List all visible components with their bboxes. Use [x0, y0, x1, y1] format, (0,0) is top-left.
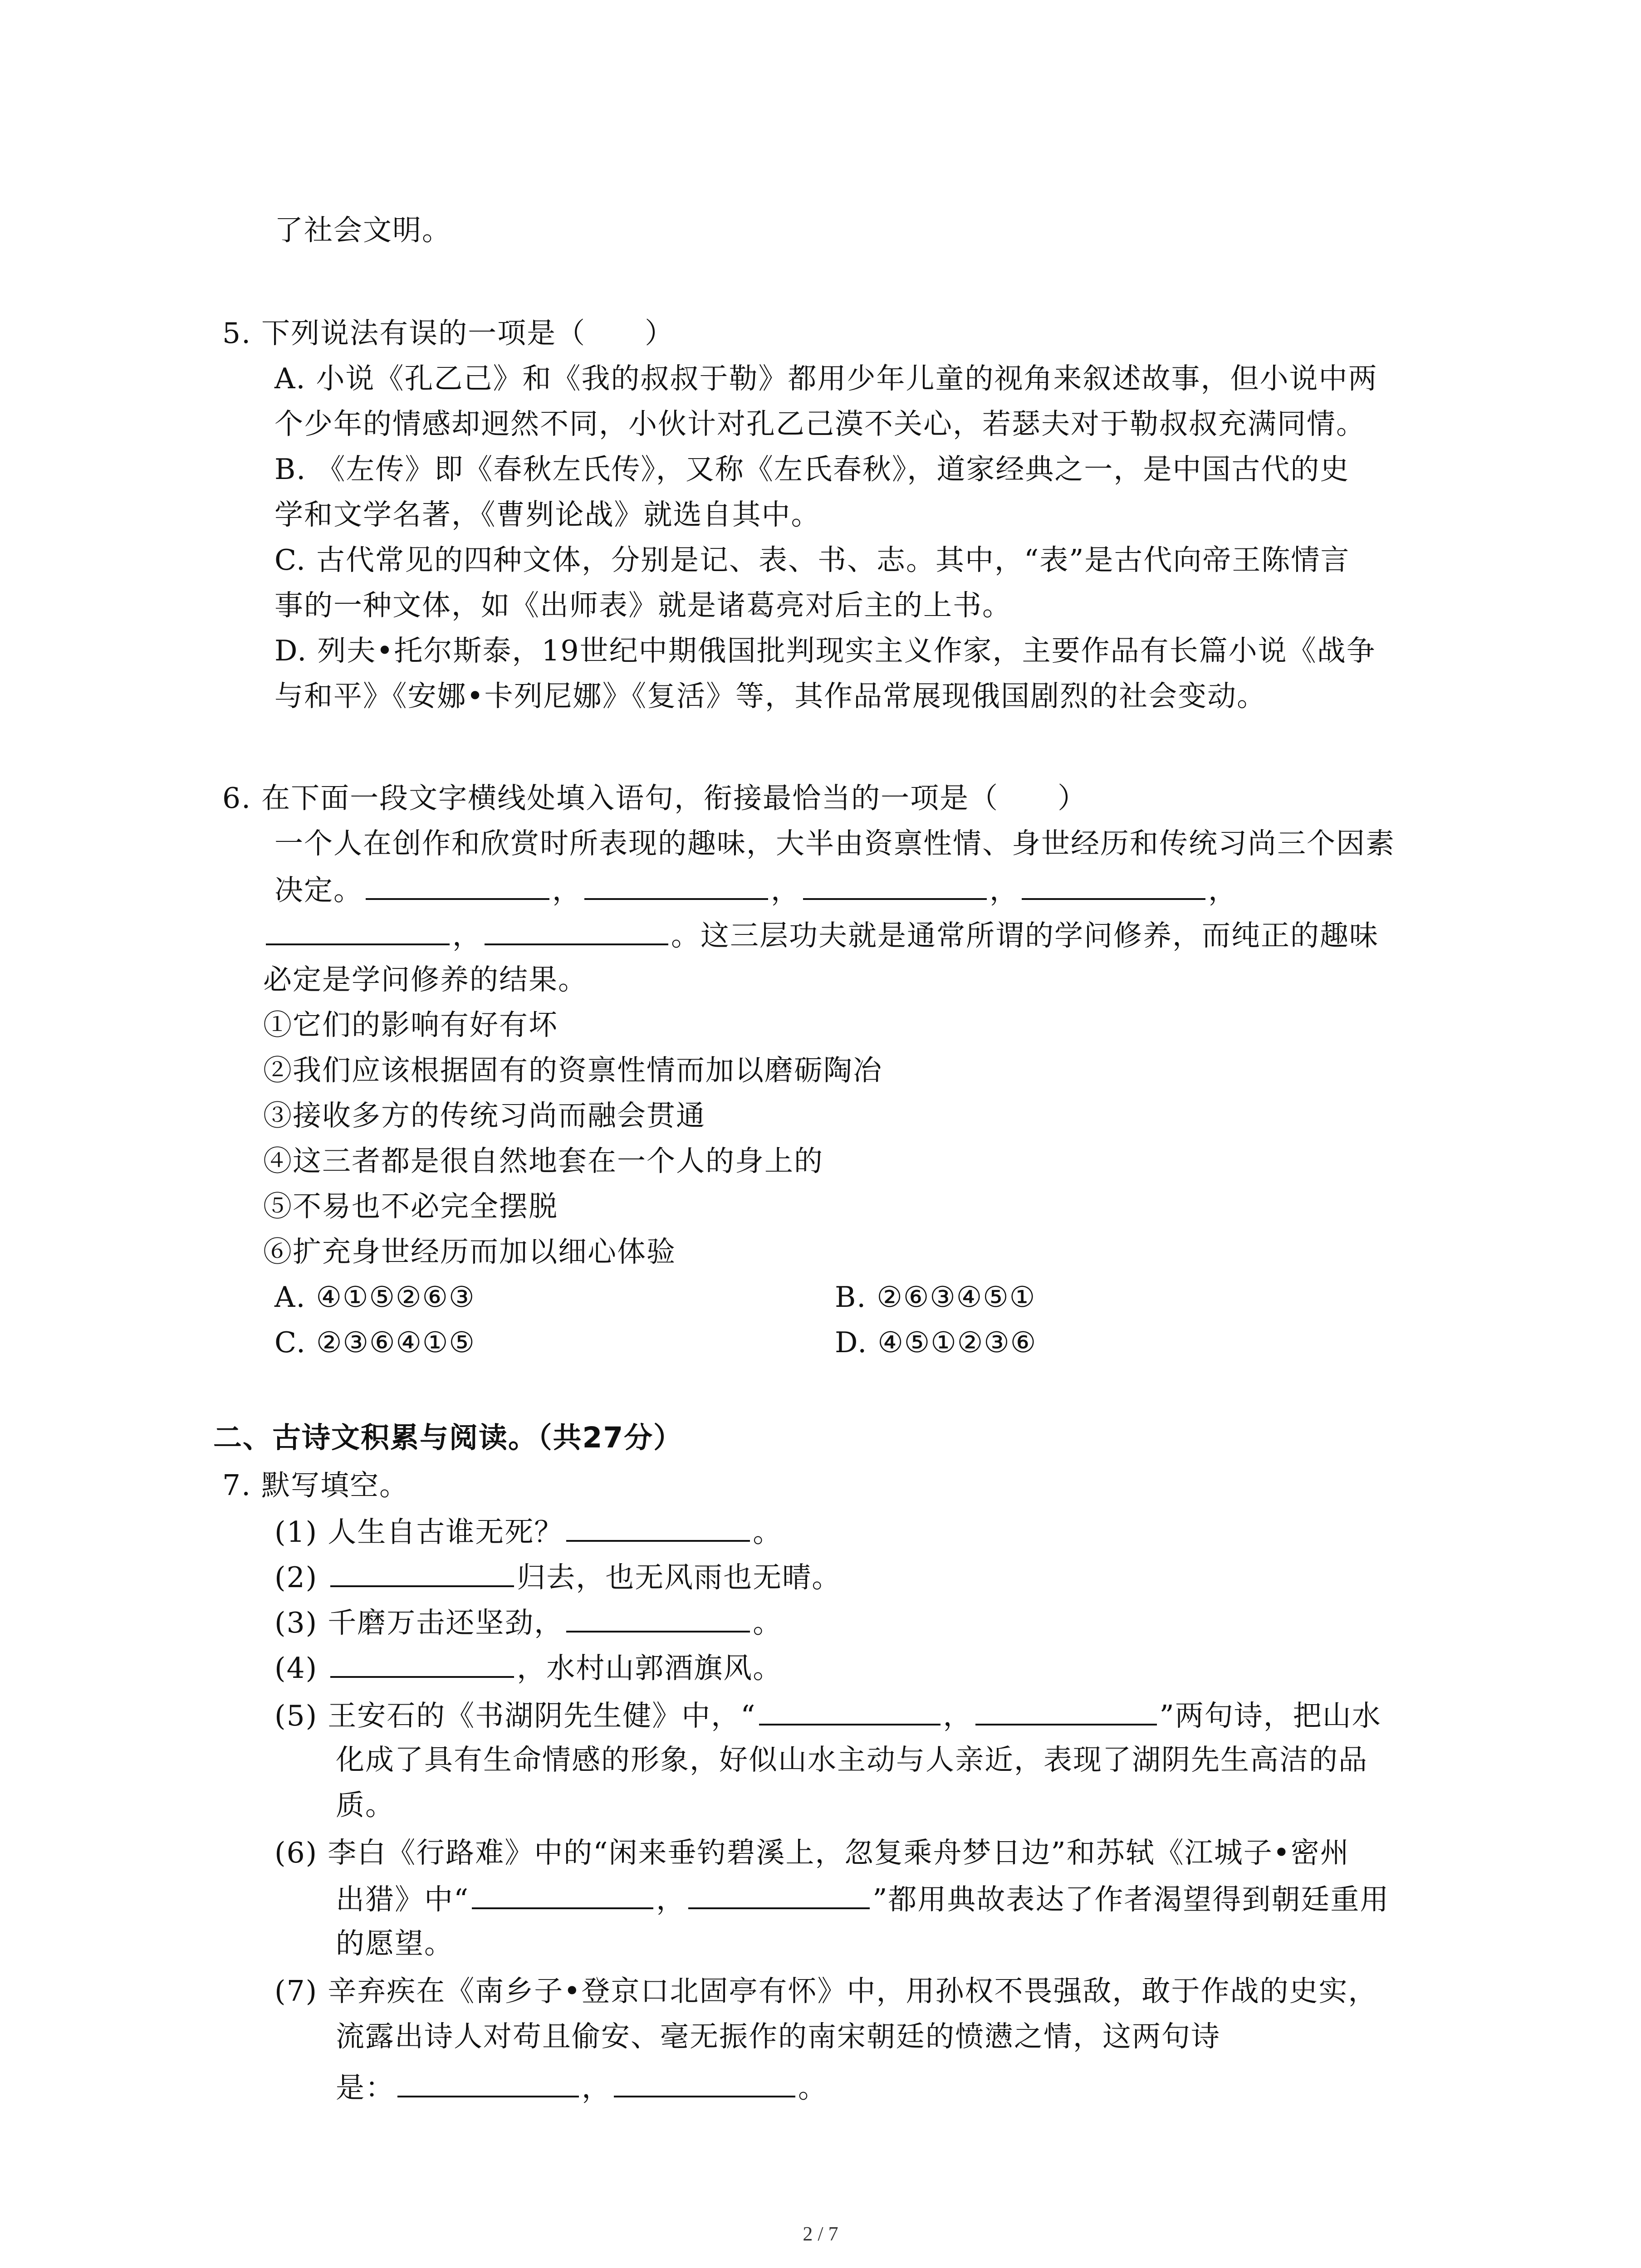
q6-sentence-1: ①它们的影响有好有坏: [263, 1008, 558, 1041]
item-number: (6): [274, 1836, 318, 1869]
answer-blank[interactable]: [1022, 871, 1205, 900]
item-number: (4): [274, 1652, 318, 1685]
answer-blank[interactable]: [975, 1696, 1157, 1725]
q5-option-a-line2: 个少年的情感却迥然不同，小伙计对孔乙己漠不关心，若瑟夫对于勒叔叔充满同情。: [274, 407, 1366, 440]
answer-blank[interactable]: [472, 1880, 653, 1909]
q5-option-d-line1: D. 列夫•托尔斯泰，19世纪中期俄国批判现实主义作家，主要作品有长篇小说《战争: [274, 634, 1376, 667]
q6-sentence-6: ⑥扩充身世经历而加以细心体验: [263, 1235, 676, 1268]
q5-option-b-line1: B. 《左传》即《春秋左氏传》，又称《左氏春秋》，道家经典之一，是中国古代的史: [274, 453, 1350, 486]
q7-item-6-line2: 出猎》中“ ， ”都用典故表达了作者渴望得到朝廷重用: [336, 1880, 1389, 1918]
q6-sentence-2: ②我们应该根据固有的资禀性情而加以磨砺陶冶: [263, 1054, 882, 1087]
q7-item-7-line3: 是： ， 。: [336, 2068, 828, 2106]
answer-blank[interactable]: [614, 2068, 795, 2097]
item-number: (7): [274, 1975, 318, 2008]
q6-passage-line3: ， 。这三层功夫就是通常所谓的学问修养，而纯正的趣味: [263, 916, 1379, 954]
q7-item-3: (3) 千磨万击还坚劲， 。: [274, 1603, 782, 1641]
answer-blank[interactable]: [759, 1696, 941, 1725]
q7-item-5-line3: 质。: [336, 1789, 395, 1822]
answer-blank[interactable]: [485, 916, 668, 945]
answer-blank[interactable]: [566, 1513, 750, 1542]
q6-choice-b[interactable]: B. ②⑥③④⑤①: [835, 1281, 1036, 1314]
answer-blank[interactable]: [566, 1603, 750, 1633]
q7-item-5-line2: 化成了具有生命情感的形象，好似山水主动与人亲近，表现了湖阴先生高洁的品: [336, 1743, 1368, 1776]
item-number: (5): [274, 1699, 318, 1732]
answer-blank[interactable]: [397, 2068, 579, 2097]
q6-passage-line2: 决定。 ， ， ， ，: [274, 871, 1238, 909]
item-number: (3): [274, 1606, 318, 1639]
question-6-stem: 6. 在下面一段文字横线处填入语句，衔接最恰当的一项是（ ）: [222, 782, 1087, 815]
answer-blank[interactable]: [266, 916, 450, 945]
q7-item-2: (2) 归去，也无风雨也无晴。: [274, 1558, 841, 1596]
q5-option-a-line1: A. 小说《孔乙己》和《我的叔叔于勒》都用少年儿童的视角来叙述故事，但小说中两: [274, 362, 1378, 395]
answer-blank[interactable]: [688, 1880, 870, 1909]
q7-item-1: (1) 人生自古谁无死？ 。: [274, 1513, 782, 1550]
answer-blank[interactable]: [330, 1558, 514, 1587]
continued-line: 了社会文明。: [274, 214, 451, 247]
page-number: 2 / 7: [803, 2223, 838, 2245]
q5-option-b-line2: 学和文学名著，《曹刿论战》就选自其中。: [274, 498, 821, 531]
q6-passage-line4: 必定是学问修养的结果。: [263, 963, 588, 996]
q5-option-d-line2: 与和平》《安娜•卡列尼娜》《复活》等，其作品常展现俄国剧烈的社会变动。: [274, 679, 1267, 713]
answer-blank[interactable]: [366, 871, 549, 900]
q6-sentence-4: ④这三者都是很自然地套在一个人的身上的: [263, 1144, 823, 1178]
q6-choice-c[interactable]: C. ②③⑥④①⑤: [274, 1326, 475, 1359]
question-5-stem: 5. 下列说法有误的一项是（ ）: [222, 317, 675, 350]
q5-option-c-line1: C. 古代常见的四种文体，分别是记、表、书、志。其中，“表”是古代向帝王陈情言: [274, 543, 1350, 577]
q6-choice-d[interactable]: D. ④⑤①②③⑥: [835, 1326, 1037, 1359]
item-number: (1): [274, 1515, 318, 1549]
q7-item-6: (6) 李白《行路难》中的“闲来垂钓碧溪上，忽复乘舟梦日边”和苏轼《江城子•密州: [274, 1836, 1350, 1869]
q6-passage-text: 。这三层功夫就是通常所谓的学问修养，而纯正的趣味: [671, 919, 1379, 952]
answer-blank[interactable]: [803, 871, 987, 900]
q6-passage-line1: 一个人在创作和欣赏时所表现的趣味，大半由资禀性情、身世经历和传统习尚三个因素: [274, 827, 1395, 860]
q7-item-7: (7) 辛弃疾在《南乡子•登京口北固亭有怀》中，用孙权不畏强敌，敢于作战的史实，: [274, 1975, 1378, 2008]
q6-passage-text: 决定。: [274, 874, 363, 907]
q6-choice-a[interactable]: A. ④①⑤②⑥③: [274, 1281, 475, 1314]
item-number: (2): [274, 1561, 318, 1594]
answer-blank[interactable]: [330, 1649, 514, 1678]
q6-sentence-3: ③接收多方的传统习尚而融会贯通: [263, 1099, 705, 1132]
q7-item-5: (5) 王安石的《书湖阴先生健》中，“ ， ”两句诗，把山水: [274, 1696, 1381, 1734]
question-7-stem: 7. 默写填空。: [222, 1469, 409, 1502]
q7-item-7-line2: 流露出诗人对苟且偷安、毫无振作的南宋朝廷的愤懑之情，这两句诗: [336, 2020, 1220, 2053]
q7-item-4: (4) ，水村山郭酒旗风。: [274, 1649, 782, 1686]
q5-option-c-line2: 事的一种文体，如《出师表》就是诸葛亮对后主的上书。: [274, 589, 1012, 622]
section-2-heading: 二、古诗文积累与阅读。（共27分）: [213, 1421, 683, 1454]
q7-item-6-line3: 的愿望。: [336, 1927, 454, 1960]
answer-blank[interactable]: [584, 871, 768, 900]
q6-sentence-5: ⑤不易也不必完全摆脱: [263, 1190, 558, 1223]
